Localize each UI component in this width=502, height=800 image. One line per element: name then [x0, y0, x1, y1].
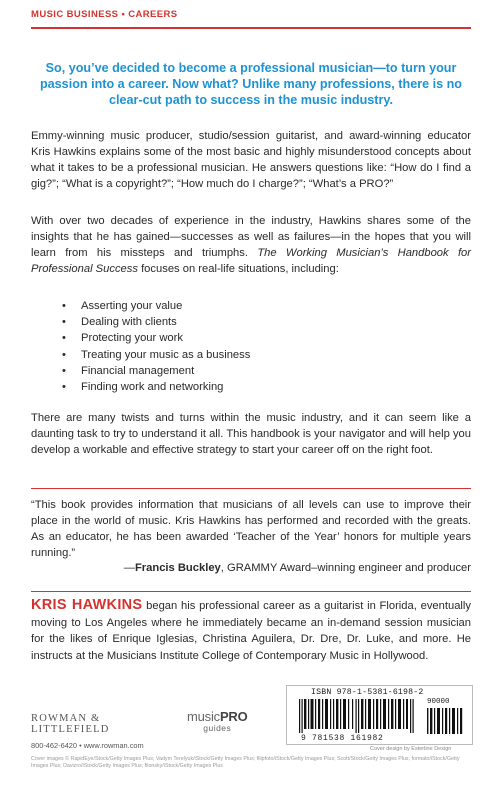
publisher-contact: 800-462-6420 • www.rowman.com [31, 741, 144, 750]
author-name: KRIS HAWKINS [31, 597, 143, 613]
quote-bottom-divider [31, 591, 471, 592]
barcode-number: 9 781538 161982 [301, 734, 384, 743]
list-item: • Financial management [62, 363, 250, 379]
list-item: • Asserting your value [62, 298, 250, 314]
barcode-bars-icon [297, 699, 422, 733]
list-item: • Finding work and networking [62, 379, 250, 395]
intro-blurb: So, you’ve decided to become a professional musician—to turn your passion into a career. Now what? Unlike many professions, there is no clear-cut path to success in the music industry. [39, 61, 462, 107]
publisher-logo-line-1: ROWMAN & [31, 713, 101, 724]
paragraph-2-lead: With over two decades of experience in the industry, Hawkins shares some of the insights that he has gained—successes as well as failures—in the hopes that you will learn from his missteps and triumphs. [31, 215, 471, 259]
book-title: The Working Musician’s Handbook for Professional Success [31, 247, 471, 275]
list-item: • Treating your music as a business [62, 347, 250, 363]
description-paragraph-3: There are many twists and turns within the music industry, and it can seem like a daunting task to try to understand it all. This handbook is your navigator and will help you develop a workable and effective strategy to start your career off on the right foot. [31, 412, 471, 456]
category-label: MUSIC BUSINESS • CAREERS [31, 9, 178, 20]
topics-list [62, 298, 250, 395]
photo-credits: Cover images © RapidEye/Stock/Getty Images Plus; Vadym Terelyuk/iStock/Getty Images Plus; filipfoto/iStock/Getty Images Plus; Scott/Stock/Getty Images Plus; formato/iStock/Getty Images Plus; Davizro/iStock/Getty Images Plus; filonsky/iStock/Getty Images Plus [31, 756, 460, 769]
quote-author-role: , GRAMMY Award–winning engineer and producer [220, 562, 471, 574]
isbn-barcode [286, 685, 473, 745]
endorsement-quote: “This book provides information that musicians of all levels can use to improve their place in the world of music. Kris Hawkins has performed and recorded with the greats. As an educator, he has been awarded ‘Teacher of the Year’ honors for multiple years running.” [31, 499, 471, 559]
quote-author: Francis Buckley [134, 562, 221, 574]
series-logo-sub: guides [203, 723, 232, 733]
attribution-dash: — [123, 562, 135, 574]
quote-top-divider [31, 488, 471, 489]
addon-bars-icon [427, 708, 463, 734]
barcode-addon-number: 90000 [427, 698, 450, 706]
list-item: • Protecting your work [62, 330, 250, 346]
list-item: • Dealing with clients [62, 314, 250, 330]
paragraph-2-tail: focuses on real-life situations, including: [137, 263, 339, 275]
quote-attribution [31, 562, 471, 574]
description-paragraph-2 [31, 213, 471, 277]
series-logo [187, 709, 248, 733]
cover-design-credit: Cover design by Esterline Design [370, 746, 452, 752]
description-paragraph-1: Emmy-winning music producer, studio/session guitarist, and award-winning educator Kris Hawkins explains some of the most basic and highly misunderstood concepts about what it takes to be a professional musician. He answers questions like: “How do I find a gig?”; “What is a copyright?”; “How much do I charge?”; “What’s a PRO?” [31, 130, 471, 190]
series-logo-brand: PRO [219, 709, 248, 724]
header-divider [31, 27, 471, 29]
publisher-logo-line-2: LITTLEFIELD [31, 724, 110, 735]
publisher-logo [31, 713, 110, 735]
series-logo-prefix: music [187, 709, 220, 724]
isbn-text: ISBN 978-1-5381-6198-2 [311, 688, 424, 697]
author-bio [31, 597, 471, 664]
author-bio-text: began his professional career as a guitarist in Florida, eventually moving to Los Angeles where he immediately became an in-demand session musician for the likes of Enrique Iglesias, Christina Aguilera, Dr. Dre, Dr. Luke, and more. He instructs at the Musicians Institute College of Contemporary Music in Hollywood. [31, 600, 471, 662]
